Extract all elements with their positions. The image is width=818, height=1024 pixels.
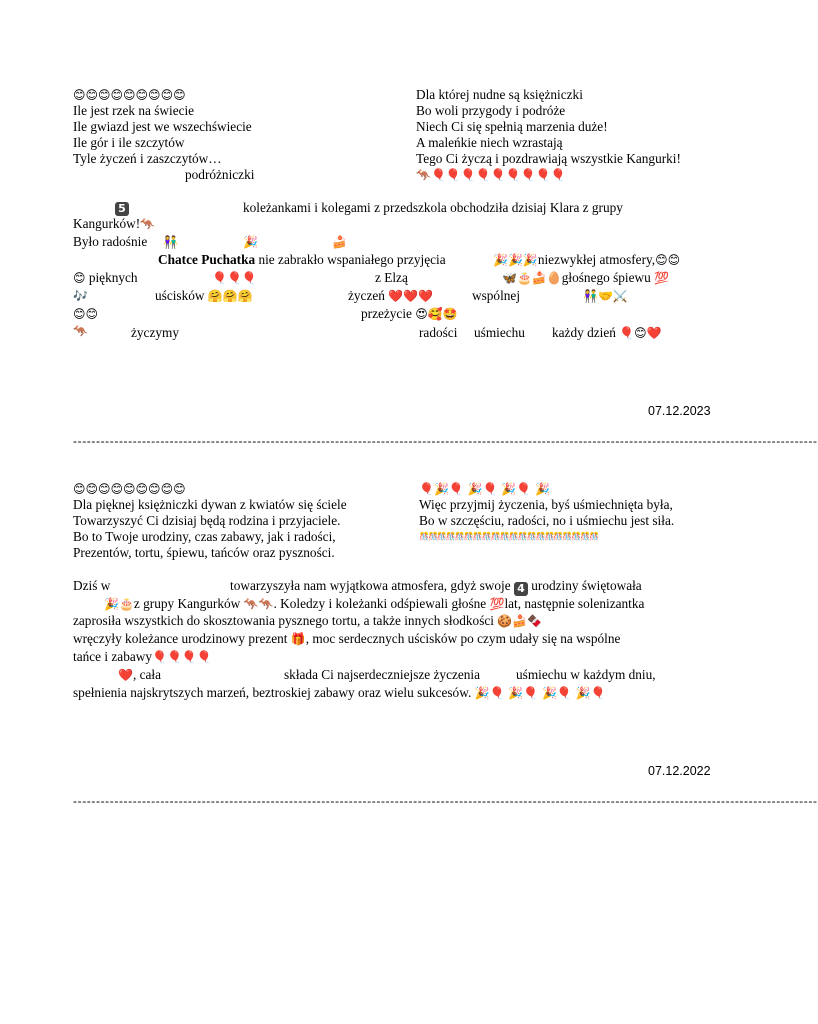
paragraph-line: 😊 pięknych <box>73 270 138 285</box>
poem-line: Niech Ci się spełnią marzenia duże! <box>416 119 608 134</box>
poem-line: Towarzyszyć Ci dzisiaj będą rodzina i przyjaciele. <box>73 513 341 528</box>
poem-line: Ile jest rzek na świecie <box>73 103 195 118</box>
paragraph-line: koleżankami i kolegami z przedszkola obchodziła dzisiaj Klara z grupy <box>243 200 623 215</box>
paragraph-line: tańce i zabawy🎈🎈🎈🎈 <box>73 649 212 664</box>
paragraph-line: składa Ci najserdeczniejsze życzenia <box>284 667 481 682</box>
paragraph-line: z Elzą <box>375 270 408 285</box>
friends-emoji: 👫🤝⚔️ <box>583 289 628 303</box>
poem-tail: podróżniczki <box>185 167 255 182</box>
poem-line: Więc przyjmij życzenia, byś uśmiechnięta była, <box>419 497 673 512</box>
poem-line: Bo to Twoje urodziny, czas zabawy, jak i radości, <box>73 529 336 544</box>
paragraph-line: Było radośnie <box>73 234 148 249</box>
balloons-emoji: 🎈🎈🎈 <box>212 271 257 285</box>
age-badge: 5 <box>115 198 129 216</box>
paragraph-line: życzymy <box>131 325 179 340</box>
poem-line: A maleńkie niech wzrastają <box>416 135 563 150</box>
emoji-row: 😊😊😊😊😊😊😊😊😊 <box>73 88 186 102</box>
poem-line: Tego Ci życzą i pozdrawiają wszystkie Kangurki! <box>416 151 681 166</box>
couple-emoji: 👫 <box>163 235 178 249</box>
poem-right-2022 <box>419 481 674 545</box>
separator-line: ------------------------------------------------------------------------------------------------------------------------------------------------------------------ <box>73 434 818 448</box>
kangaroo-emoji: 🦘 <box>73 324 88 338</box>
date-2023: 07.12.2023 <box>648 404 711 418</box>
paragraph-line: przeżycie 😍🥰🤩 <box>361 306 458 321</box>
paragraph-line: Kangurków!🦘 <box>73 216 156 231</box>
paragraph-line: ❤️, cała <box>118 667 162 682</box>
paragraph-line: towarzyszyła nam wyjątkowa atmosfera, gdyż swoje 4 urodziny świętowała <box>230 578 642 595</box>
poem-line: Tyle życzeń i zaszczytów… <box>73 151 222 166</box>
poem-left-2023 <box>73 87 252 167</box>
emoji-row: 🎊🎊🎊🎊🎊🎊🎊🎊🎊🎊🎊🎊🎊🎊🎊🎊🎊🎊🎊🎊 <box>419 532 599 541</box>
cake-emoji: 🍰 <box>332 235 347 249</box>
date-2022: 07.12.2022 <box>648 764 711 778</box>
paragraph-line: radości <box>419 325 458 340</box>
paragraph-line: 🦋🎂🍰🥚głośnego śpiewu 💯 <box>502 270 670 285</box>
paragraph-line: uśmiechu <box>474 325 525 340</box>
paragraph-line: zaprosiła wszystkich do skosztowania pysznego tortu, a także innych słodkości 🍪🍰🍫 <box>73 613 543 628</box>
poem-line: Prezentów, tortu, śpiewu, tańców oraz pyszności. <box>73 545 335 560</box>
paragraph-line: uśmiechu w każdym dniu, <box>516 667 656 682</box>
paragraph-line: spełnienia najskrytszych marzeń, beztroskiej zabawy oraz wielu sukcesów. 🎉🎈 🎉🎈 🎉🎈 🎉🎈 <box>73 685 606 700</box>
paragraph-line: wręczyły koleżance urodzinowy prezent 🎁, moc serdecznych uścisków po czym udały się na wspólne <box>73 631 621 646</box>
paragraph-line: życzeń ❤️❤️❤️ <box>348 288 434 303</box>
paragraph-line: Dziś w <box>73 578 111 593</box>
poem-line: Ile gór i ile szczytów <box>73 135 185 150</box>
poem-line: Dla której nudne są księżniczki <box>416 87 583 102</box>
party-emoji: 🎉 <box>243 235 258 249</box>
poem-line: Bo w szczęściu, radości, no i uśmiechu jest siła. <box>419 513 675 528</box>
poem-line: Ile gwiazd jest we wszechświecie <box>73 119 252 134</box>
smile-emoji: 😊😊 <box>73 307 99 321</box>
emoji-row: 🦘🎈🎈🎈🎈🎈🎈🎈🎈🎈 <box>416 168 566 182</box>
paragraph-line: uścisków 🤗🤗🤗 <box>155 288 253 303</box>
emoji-row: 😊😊😊😊😊😊😊😊😊 <box>73 482 186 496</box>
paragraph-line: 🎉🎉🎉niezwykłej atmosfery,😊😊 <box>493 252 681 267</box>
paragraph-line: wspólnej <box>472 288 521 303</box>
music-emoji: 🎶 <box>73 289 88 303</box>
poem-line: Bo woli przygody i podróże <box>416 103 566 118</box>
paragraph-line: 🎉🎂z grupy Kangurków 🦘🦘. Koledzy i koleżanki odśpiewali głośne 💯lat, następnie solenizantka <box>104 596 645 611</box>
emoji-row: 🎈🎉🎈 🎉🎈 🎉🎈 🎉 <box>419 482 550 496</box>
poem-line: Dla pięknej księżniczki dywan z kwiatów się ściele <box>73 497 347 512</box>
age-badge: 4 <box>514 582 528 596</box>
paragraph-line: każdy dzień 🎈😊❤️ <box>552 325 662 340</box>
poem-left-2022 <box>73 481 347 561</box>
paragraph-line: Chatce Puchatka nie zabrakło wspaniałego przyjęcia <box>158 252 446 267</box>
poem-right-2023 <box>416 87 681 183</box>
separator-line: ------------------------------------------------------------------------------------------------------------------------------------------------------------------ <box>73 794 818 808</box>
